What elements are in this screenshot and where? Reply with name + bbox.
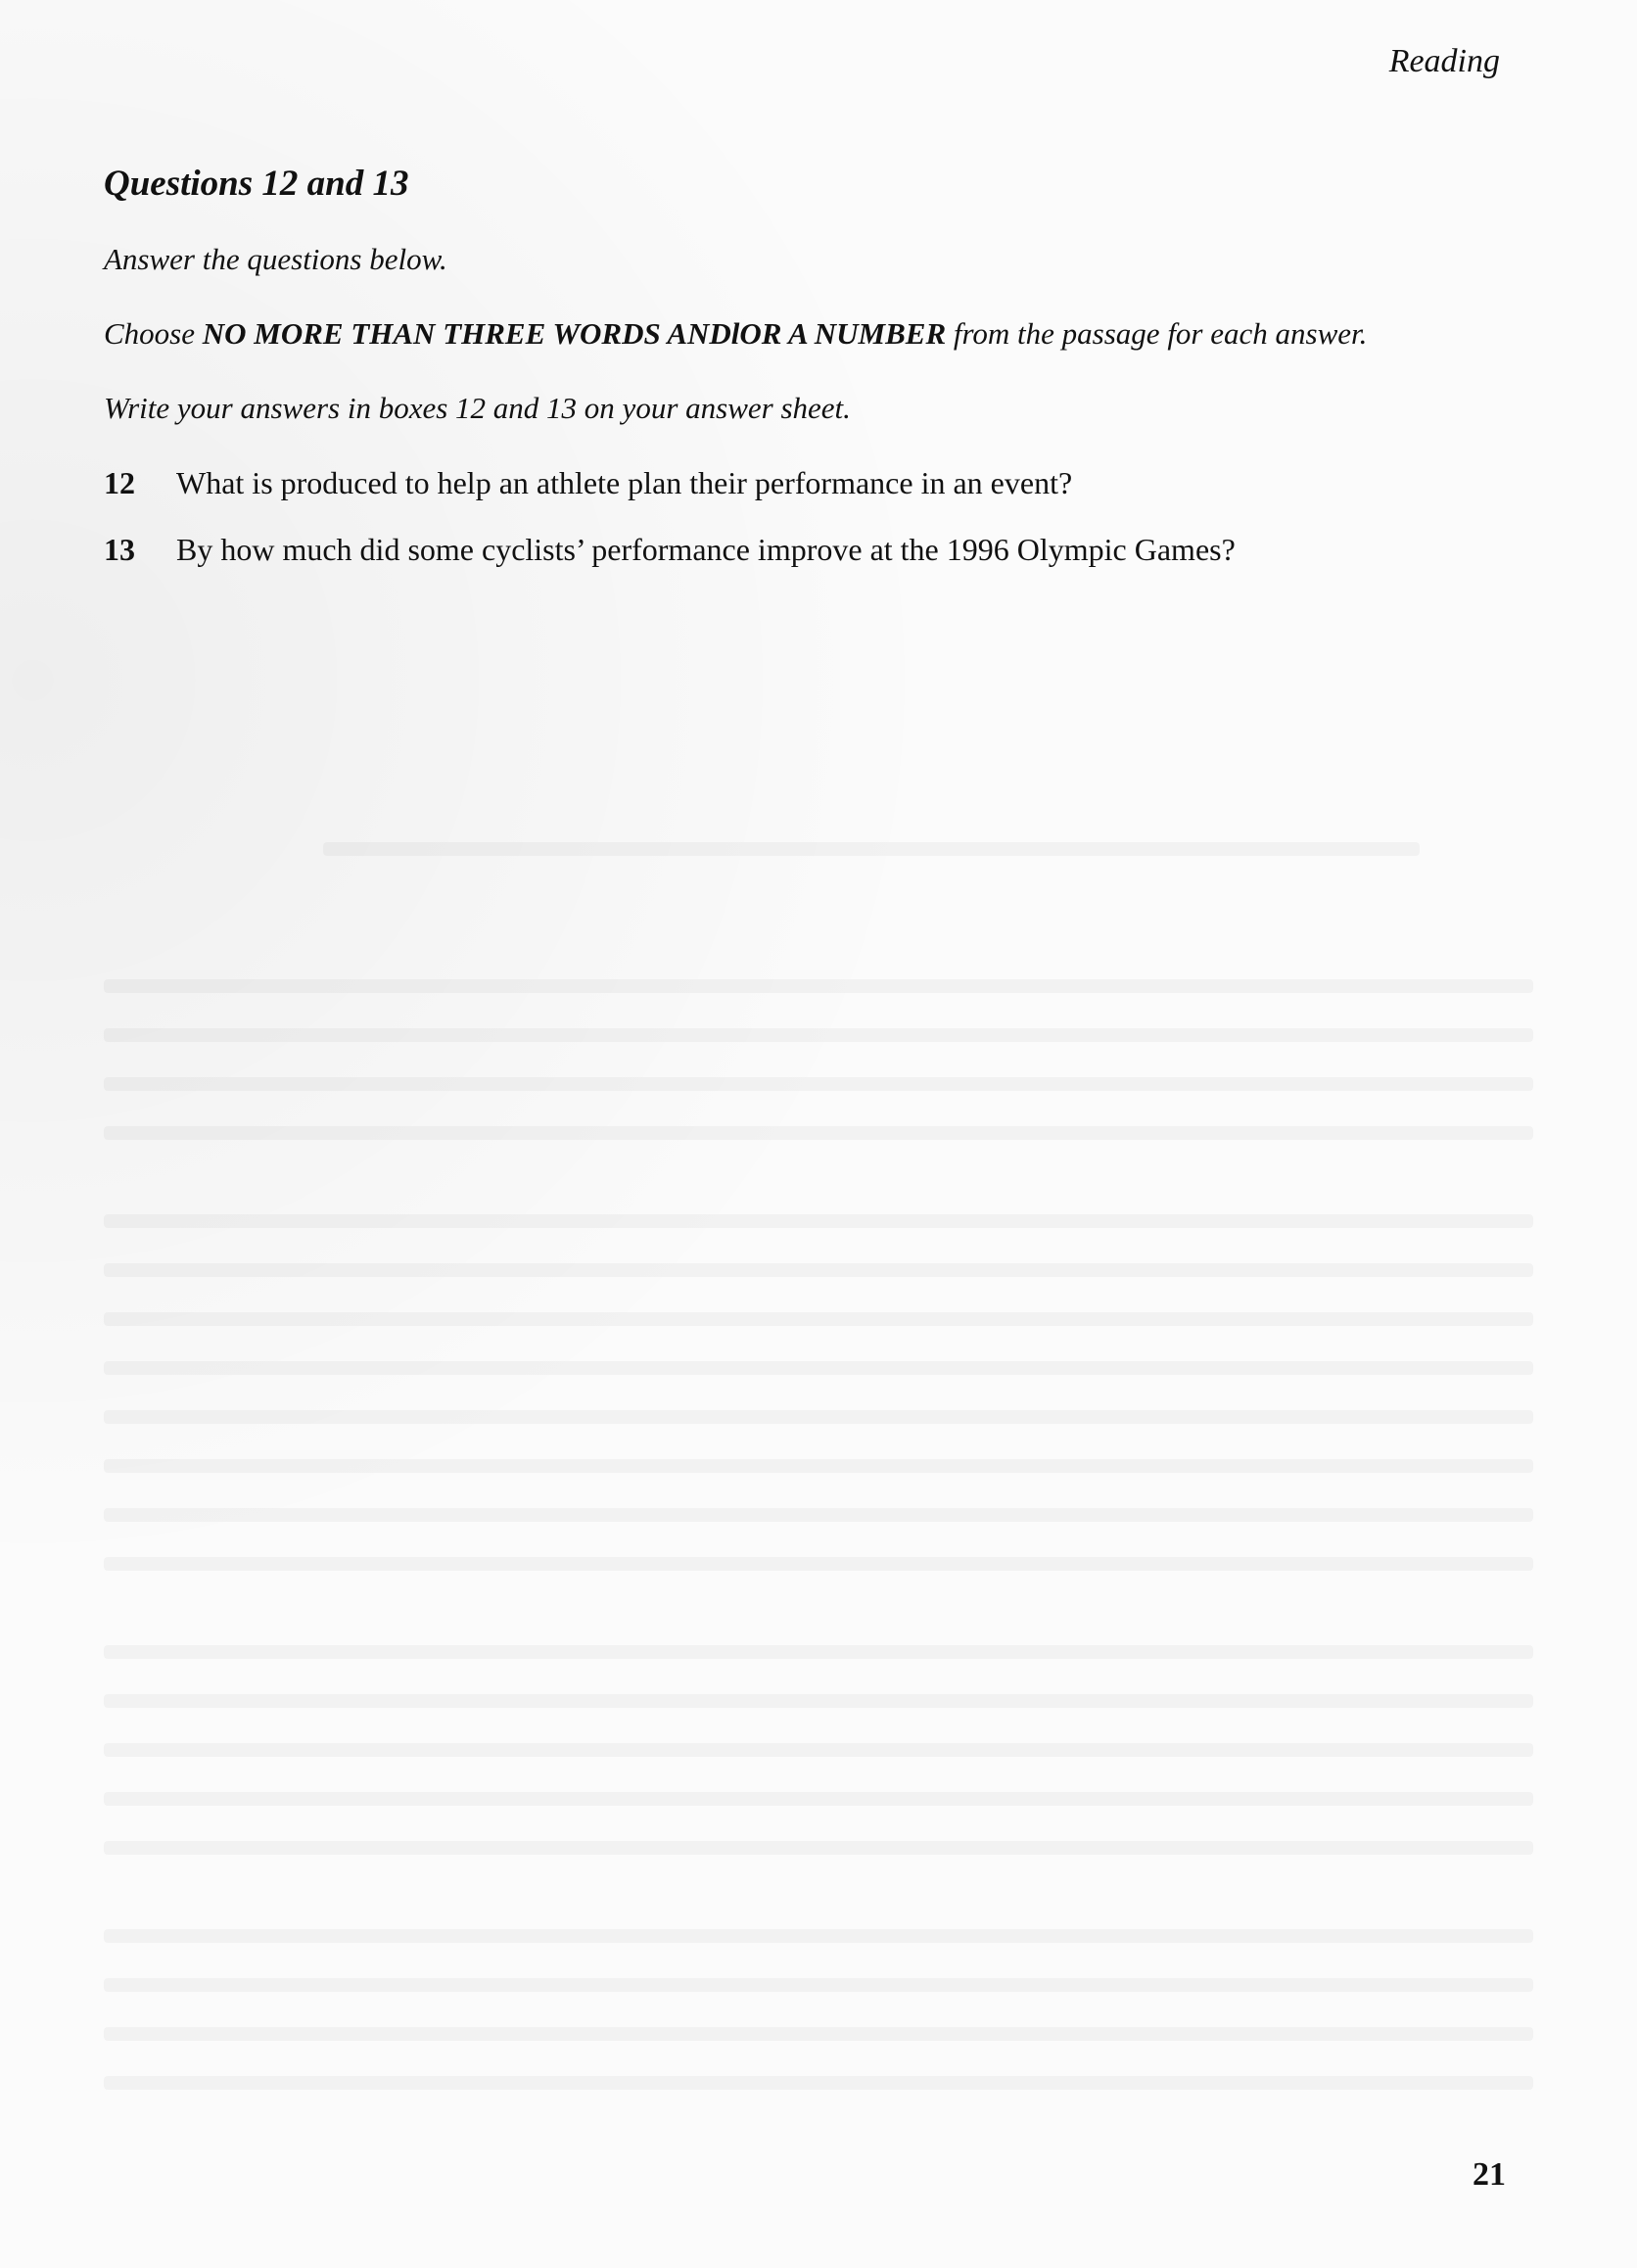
question-text: By how much did some cyclists’ performance improve at the 1996 Olympic Games? [176, 532, 1236, 567]
show-through-line [104, 1263, 1533, 1277]
instruction-word-limit [104, 314, 1514, 354]
show-through-line [104, 979, 1533, 993]
page-number: 21 [1473, 2156, 1506, 2193]
show-through-line [104, 1557, 1533, 1571]
show-through-line [104, 1929, 1533, 1943]
show-through-line [104, 1214, 1533, 1228]
show-through-line [104, 1508, 1533, 1522]
show-through-line [104, 2076, 1533, 2090]
show-through-line [104, 1077, 1533, 1091]
show-through-line [323, 842, 1420, 856]
show-through-line [104, 1743, 1533, 1757]
show-through-line [104, 1410, 1533, 1424]
question-number: 13 [104, 532, 135, 567]
show-through-line [104, 1312, 1533, 1326]
show-through-line [104, 1841, 1533, 1855]
show-through-line [104, 2027, 1533, 2041]
instruction-word-limit-post: from the passage for each answer. [946, 316, 1368, 351]
show-through-line [104, 1126, 1533, 1140]
question-list [104, 463, 1514, 569]
running-head: Reading [1388, 43, 1500, 79]
instruction-answer-sheet: Write your answers in boxes 12 and 13 on your answer sheet. [104, 391, 851, 425]
question-item [104, 530, 1514, 569]
show-through-line [104, 1978, 1533, 1992]
question-item [104, 463, 1514, 502]
section-title: Questions 12 and 13 [104, 164, 409, 204]
show-through-line [104, 1694, 1533, 1708]
show-through-line [104, 1028, 1533, 1042]
question-text: What is produced to help an athlete plan their performance in an event? [176, 465, 1073, 500]
question-number: 12 [104, 465, 135, 500]
show-through-line [104, 1459, 1533, 1473]
show-through-line [104, 1792, 1533, 1806]
instruction-word-limit-emphasis: NO MORE THAN THREE WORDS ANDlOR A NUMBER [202, 316, 947, 351]
show-through-line [104, 1361, 1533, 1375]
instruction-word-limit-pre: Choose [104, 316, 203, 351]
show-through-line [104, 1645, 1533, 1659]
instruction-answer-below: Answer the questions below. [104, 242, 447, 276]
questions-section [104, 163, 1514, 596]
